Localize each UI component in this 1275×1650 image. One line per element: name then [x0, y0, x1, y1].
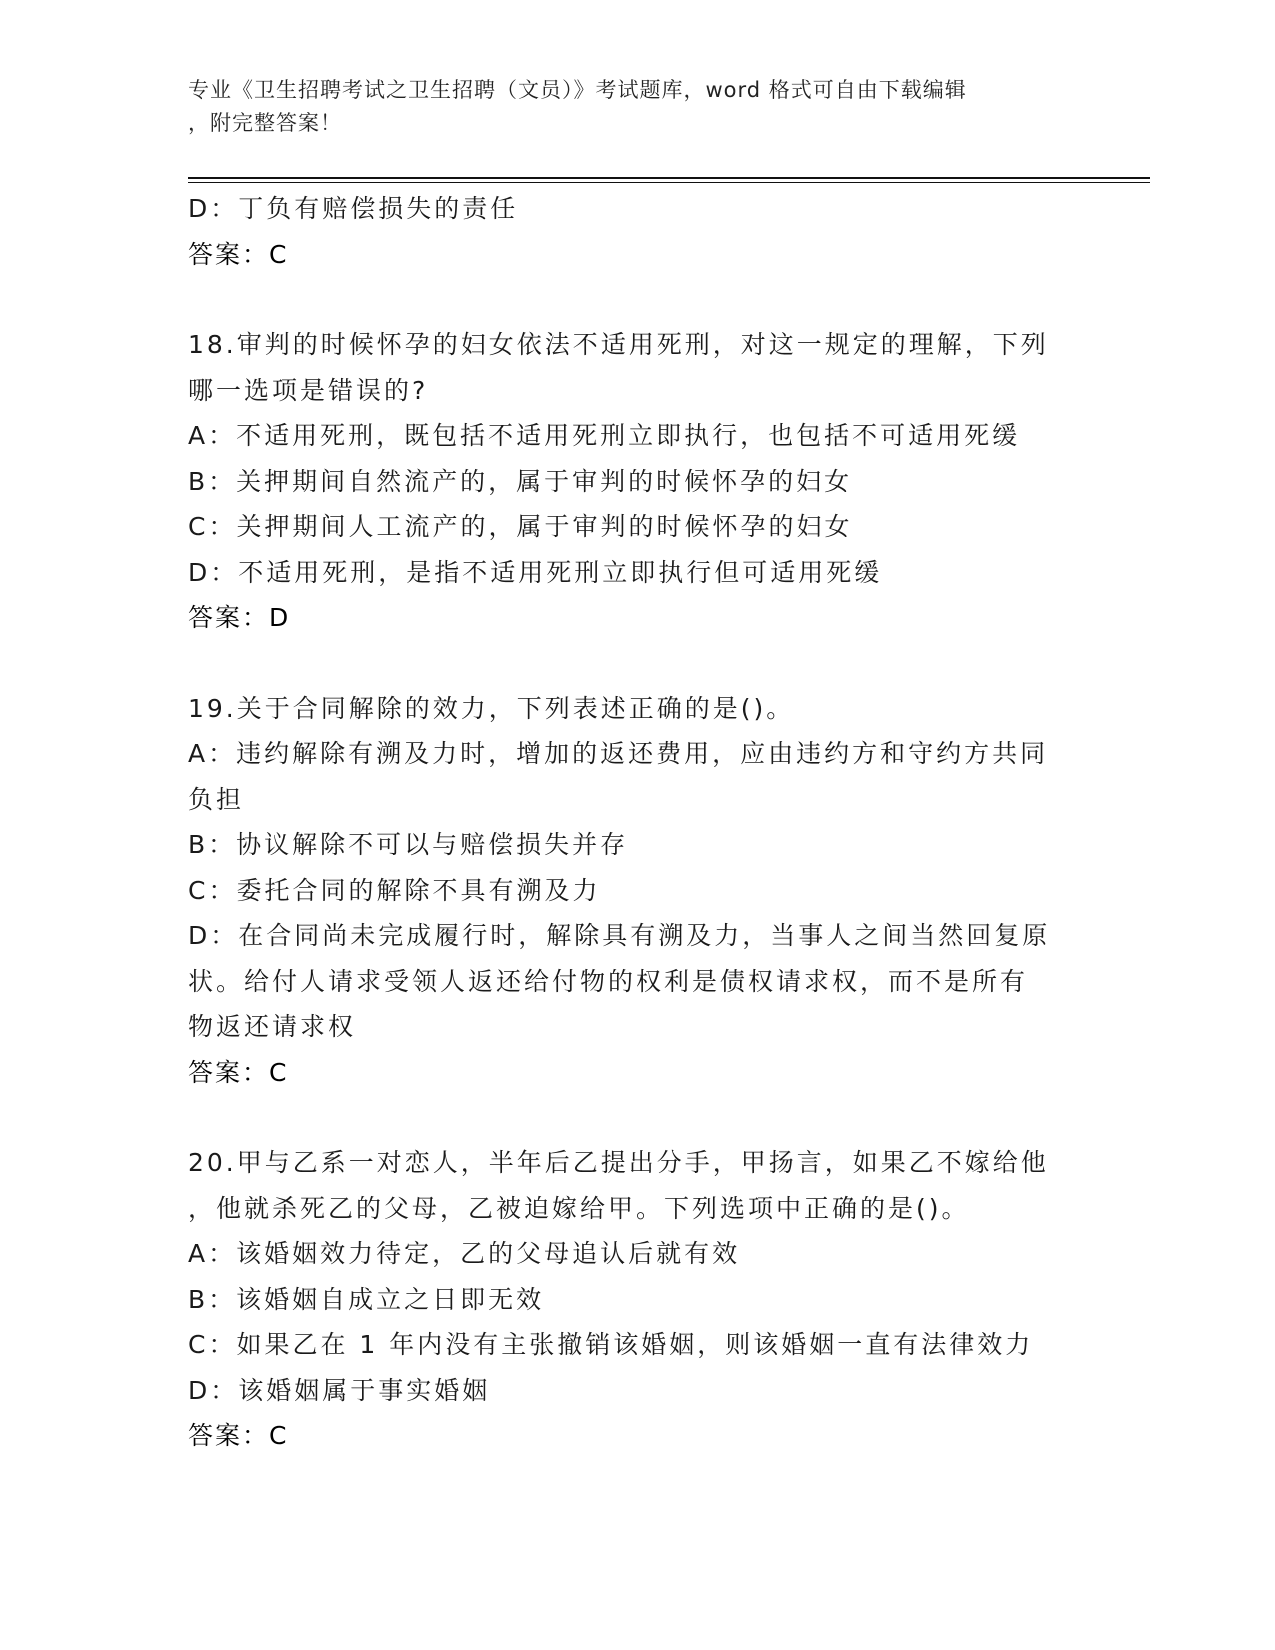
- option-c: C：如果乙在 1 年内没有主张撤销该婚姻，则该婚姻一直有法律效力: [188, 1330, 1034, 1359]
- header-rule-thick: [188, 177, 1150, 179]
- answer-line: 答案：C: [188, 1057, 289, 1087]
- question-18: [188, 322, 1088, 641]
- page-header: [188, 74, 1068, 140]
- question-stem: 18.审判的时候怀孕的妇女依法不适用死刑，对这一规定的理解，下列: [188, 330, 1049, 359]
- option-a: A：不适用死刑，既包括不适用死刑立即执行，也包括不可适用死缓: [188, 421, 1021, 450]
- answer-line: 答案：C: [188, 1421, 289, 1450]
- option-d-cont: 物返还请求权: [188, 1012, 357, 1041]
- answer-line: 答案：C: [188, 239, 289, 269]
- option-d: D：该婚姻属于事实婚姻: [188, 1375, 491, 1405]
- header-line-1: 专业《卫生招聘考试之卫生招聘（文员）》考试题库，word 格式可自由下载编辑: [188, 78, 967, 102]
- question-stem-cont: ，他就杀死乙的父母，乙被迫嫁给甲。下列选项中正确的是()。: [188, 1193, 970, 1223]
- option-d: D：丁负有赔偿损失的责任: [188, 194, 519, 223]
- question-17-tail: [188, 186, 1088, 277]
- option-b: B：协议解除不可以与赔偿损失并存: [188, 830, 629, 859]
- spacer: [188, 277, 1088, 322]
- header-rule-thin: [188, 182, 1150, 183]
- option-b: B：关押期间自然流产的，属于审判的时候怀孕的妇女: [188, 466, 853, 496]
- answer-line: 答案：D: [188, 603, 291, 632]
- option-a-cont: 负担: [188, 784, 245, 814]
- question-20: [188, 1140, 1088, 1459]
- spacer: [188, 641, 1088, 686]
- question-stem: 20.甲与乙系一对恋人，半年后乙提出分手，甲扬言，如果乙不嫁给他: [188, 1148, 1049, 1177]
- header-line-2: ，附完整答案！: [188, 111, 342, 135]
- option-d-cont: 状。给付人请求受领人返还给付物的权利是债权请求权，而不是所有: [188, 966, 1029, 996]
- question-stem-cont: 哪一选项是错误的?: [188, 375, 429, 405]
- option-d: D：不适用死刑，是指不适用死刑立即执行但可适用死缓: [188, 557, 883, 587]
- option-b: B：该婚姻自成立之日即无效: [188, 1284, 545, 1314]
- option-d: D：在合同尚未完成履行时，解除具有溯及力，当事人之间当然回复原: [188, 921, 1051, 950]
- spacer: [188, 1095, 1088, 1140]
- option-c: C：委托合同的解除不具有溯及力: [188, 875, 601, 905]
- question-list: [188, 186, 1088, 1459]
- option-c: C：关押期间人工流产的，属于审判的时候怀孕的妇女: [188, 512, 853, 541]
- question-stem: 19.关于合同解除的效力，下列表述正确的是()。: [188, 693, 795, 723]
- option-a: A：该婚姻效力待定，乙的父母追认后就有效: [188, 1239, 741, 1268]
- question-19: [188, 686, 1088, 1096]
- option-a: A：违约解除有溯及力时，增加的返还费用，应由违约方和守约方共同: [188, 739, 1049, 768]
